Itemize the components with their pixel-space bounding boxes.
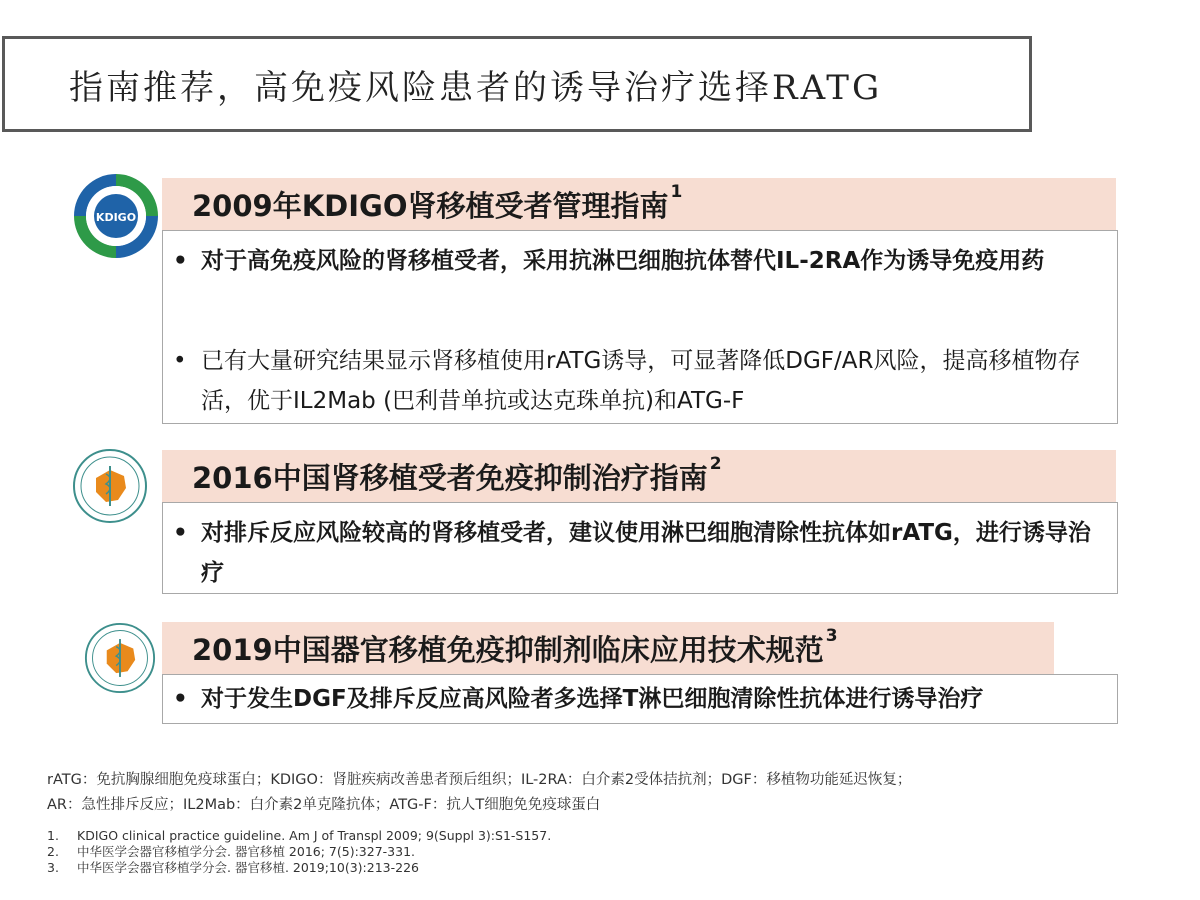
- bullet-icon: •: [173, 348, 187, 374]
- title-box: [2, 36, 1032, 132]
- abbreviations: [47, 768, 1067, 818]
- reference-item: 1. KDIGO clinical practice guideline. Am J of Transpl 2009; 9(Suppl 3):S1-S157.: [47, 828, 552, 843]
- bullet-text: 已有大量研究结果显示肾移植使用rATG诱导，可显著降低DGF/AR风险，提高移植物存活，优于IL2Mab (巴利昔单抗或达克珠单抗)和ATG-F: [201, 348, 1081, 414]
- page-title: 指南推荐，高免疫风险患者的诱导治疗选择RATG: [69, 67, 883, 108]
- bullet-icon: •: [173, 248, 188, 274]
- list-item: [173, 513, 1093, 593]
- list-item: [173, 241, 1093, 281]
- section-heading: 2016中国肾移植受者免疫抑制治疗指南: [192, 460, 708, 495]
- abbreviation-line: rATG：免抗胸腺细胞免疫球蛋白；KDIGO：肾脏疾病改善患者预后组织；IL-2RA：白介素2受体拮抗剂；DGF：移植物功能延迟恢复；: [47, 772, 912, 788]
- section-header-2009: [162, 178, 1116, 230]
- list-item: [173, 341, 1093, 421]
- section-body-2009: [162, 230, 1118, 424]
- bullet-icon: •: [173, 520, 188, 546]
- section-header-2016: [162, 450, 1116, 502]
- reference-item: 2. 中华医学会器官移植学分会. 器官移植 2016; 7(5):327-331.: [47, 844, 415, 859]
- section-header-2019: [162, 622, 1054, 674]
- section-body-2019: [162, 674, 1118, 724]
- bullet-icon: •: [173, 686, 188, 712]
- section-heading: 2009年KDIGO肾移植受者管理指南: [192, 188, 669, 223]
- reference-marker: 2: [709, 453, 722, 474]
- bullet-text: 对于高免疫风险的肾移植受者，采用抗淋巴细胞抗体替代IL-2RA作为诱导免疫用药: [201, 248, 1045, 274]
- list-item: [173, 679, 1103, 719]
- section-body-2016: [162, 502, 1118, 594]
- chinese-medical-association-logo: [72, 448, 148, 524]
- chinese-medical-association-logo: [84, 622, 156, 694]
- references: [47, 828, 551, 876]
- abbreviation-line: AR：急性排斥反应；IL2Mab：白介素2单克隆抗体；ATG-F：抗人T细胞免免疫球蛋白: [47, 797, 601, 813]
- reference-item: 3. 中华医学会器官移植学分会. 器官移植. 2019;10(3):213-226: [47, 860, 419, 875]
- section-heading: 2019中国器官移植免疫抑制剂临床应用技术规范: [192, 632, 824, 667]
- bullet-text: 对排斥反应风险较高的肾移植受者，建议使用淋巴细胞清除性抗体如rATG，进行诱导治疗: [201, 520, 1091, 586]
- reference-marker: 3: [825, 625, 838, 646]
- bullet-text: 对于发生DGF及排斥反应高风险者多选择T淋巴细胞清除性抗体进行诱导治疗: [201, 686, 984, 712]
- svg-text:KDIGO: KDIGO: [95, 211, 137, 224]
- kdigo-logo: [68, 168, 164, 264]
- reference-marker: 1: [670, 181, 683, 202]
